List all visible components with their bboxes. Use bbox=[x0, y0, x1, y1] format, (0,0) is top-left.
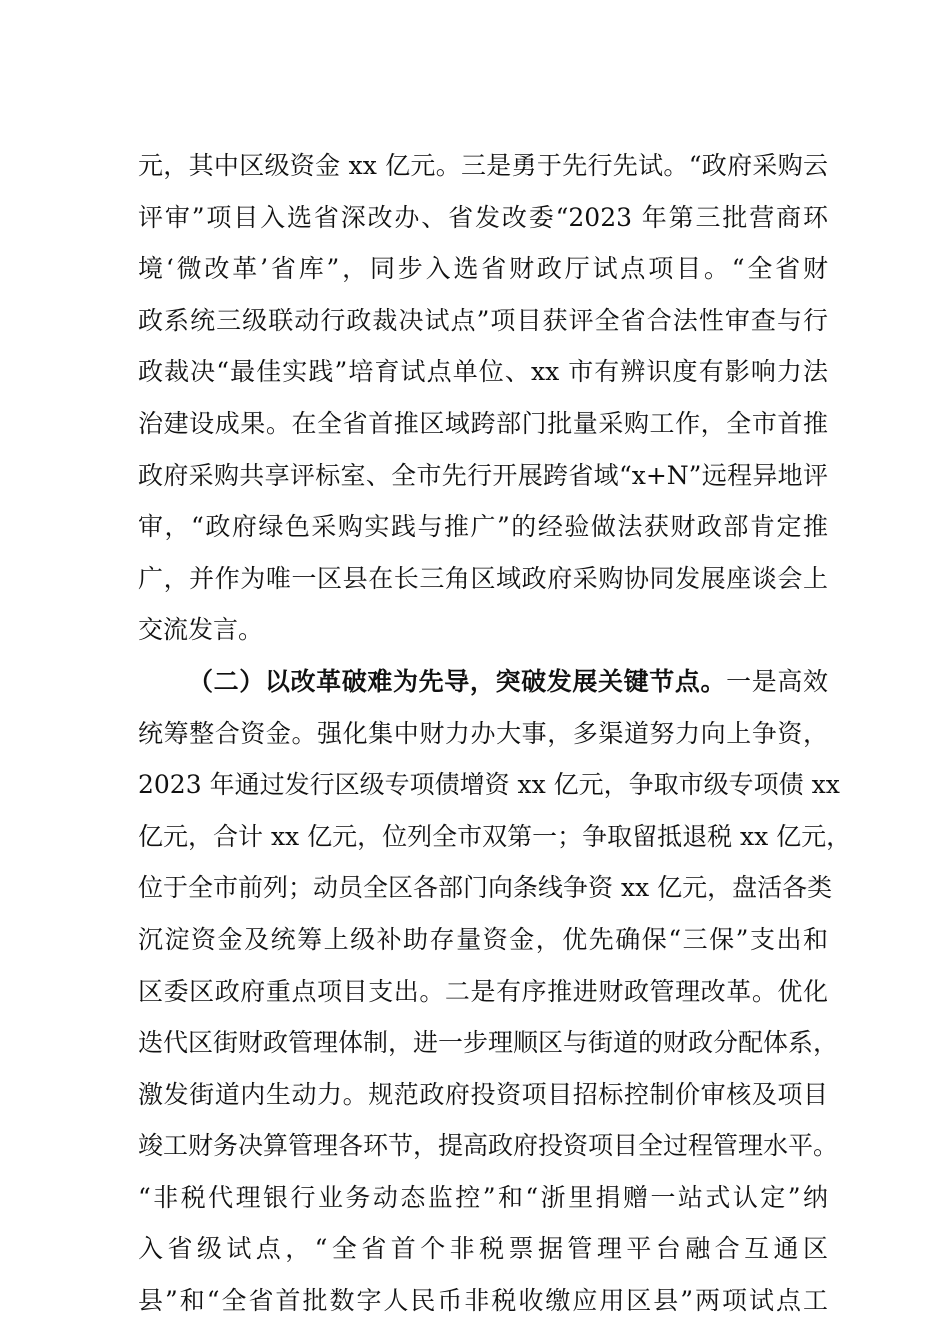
text-line: 元，其中区级资金 xx 亿元。三是勇于先行先试。“政府采购云 bbox=[138, 151, 828, 180]
text-line: 治建设成果。在全省首推区域跨部门批量采购工作，全市首推 bbox=[138, 408, 828, 438]
text-line: 统筹整合资金。强化集中财力办大事，多渠道努力向上争资， bbox=[138, 718, 828, 748]
text-line: 交流发言。 bbox=[138, 615, 264, 645]
section-heading: （二）以改革破难为先导，突破发展关键节点。 bbox=[188, 666, 727, 696]
text-line: 评审”项目入选省深改办、省发改委“2023 年第三批营商环 bbox=[138, 202, 828, 232]
paragraph-1 bbox=[138, 140, 828, 656]
text-line: 亿元，合计 xx 亿元，位列全市双第一；争取留抵退税 xx 亿元， bbox=[138, 821, 852, 851]
text-line: 审，“政府绿色采购实践与推广”的经验做法获财政部肯定推 bbox=[138, 512, 828, 542]
text-line: 竣工财务决算管理各环节，提高政府投资项目全过程管理水平。 bbox=[138, 1131, 839, 1161]
section-heading-line bbox=[138, 656, 828, 708]
text-line: 入省级试点，“全省首个非税票据管理平台融合互通区 bbox=[138, 1234, 828, 1264]
document-body bbox=[138, 140, 852, 1327]
text-line: 县”和“全省首批数字人民币非税收缴应用区县”两项试点工 bbox=[138, 1286, 828, 1316]
paragraph-2 bbox=[138, 656, 852, 1327]
text-line: 沉淀资金及统筹上级补助存量资金，优先确保“三保”支出和 bbox=[138, 924, 828, 954]
text-line: 激发街道内生动力。规范政府投资项目招标控制价审核及项目 bbox=[138, 1079, 828, 1109]
text-line: 迭代区街财政管理体制，进一步理顺区与街道的财政分配体系， bbox=[138, 1028, 839, 1058]
text-line: 广，并作为唯一区县在长三角区域政府采购协同发展座谈会上 bbox=[138, 563, 828, 593]
text-line: 政裁决“最佳实践”培育试点单位、xx 市有辨识度有影响力法 bbox=[138, 357, 828, 387]
text-line: 位于全市前列；动员全区各部门向条线争资 xx 亿元，盘活各类 bbox=[138, 873, 833, 903]
text-line: 区委区政府重点项目支出。二是有序推进财政管理改革。优化 bbox=[138, 976, 828, 1006]
text-line: “非税代理银行业务动态监控”和“浙里捐赠一站式认定”纳 bbox=[138, 1182, 828, 1212]
text-line: 政府采购共享评标室、全市先行开展跨省域“x+N”远程异地评 bbox=[138, 460, 828, 490]
text-line: 境‘微改革’省库”，同步入选省财政厅试点项目。“全省财 bbox=[138, 254, 828, 284]
text-line: 政系统三级联动行政裁决试点”项目获评全省合法性审查与行 bbox=[138, 305, 828, 335]
text-line: 2023 年通过发行区级专项债增资 xx 亿元，争取市级专项债 xx bbox=[138, 770, 840, 800]
heading-continuation: 一是高效 bbox=[726, 666, 828, 696]
